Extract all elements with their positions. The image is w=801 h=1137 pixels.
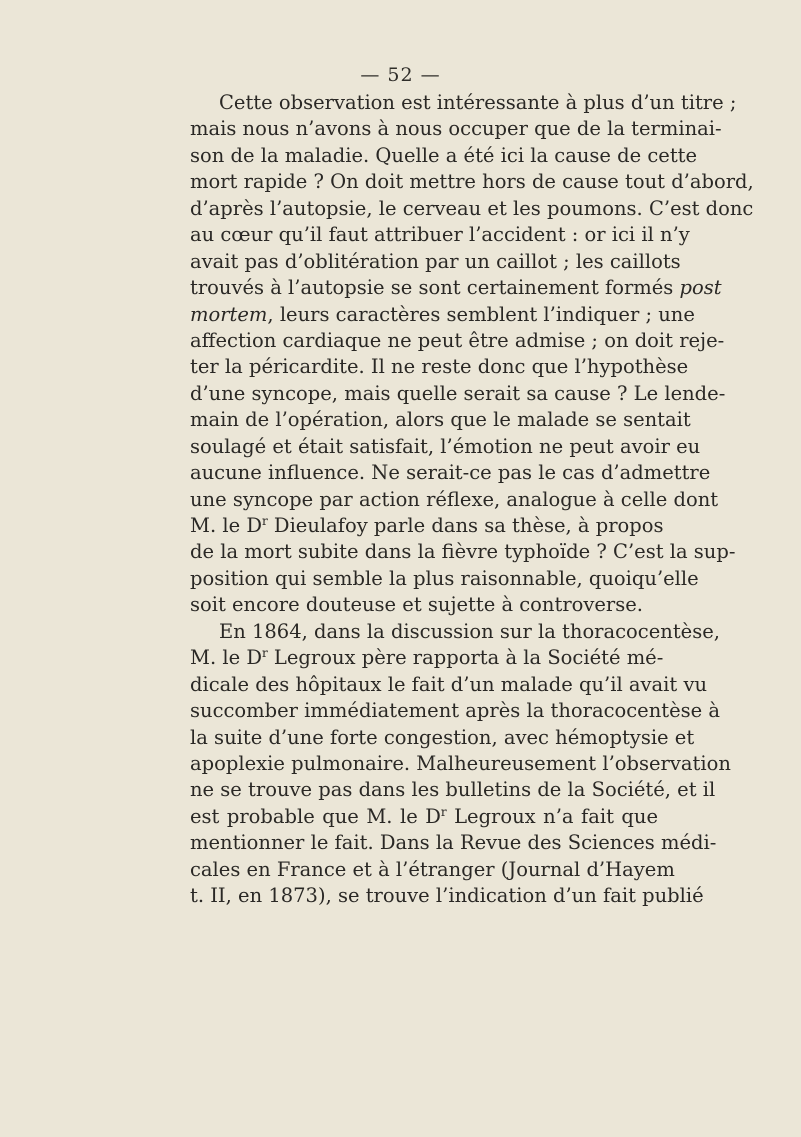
text-line: position qui semble la plus raisonnable, quoiqu’elle [190,566,699,590]
text-line: ter la péricardite. Il ne reste donc que l’hypothèse [190,355,689,379]
text-run: Legroux père rapporta à la Société mé- [267,646,664,670]
italic-text: mortem [190,302,268,326]
text-line: cales en France et à l’étranger (Journal d’Hayem [190,857,675,881]
text-line [190,513,664,539]
text-line: la suite d’une forte congestion, avec hémoptysie et [190,725,695,749]
text-line: une syncope par action réflexe, analogue à celle dont [190,487,719,511]
superscript: r [261,514,268,528]
page-number: — 52 — [360,64,441,86]
text-line: soit encore douteuse et sujette à controverse. [190,593,644,617]
text-line: avait pas d’oblitération par un caillot ; les caillots [190,249,681,273]
text-run: Dieulafoy parle dans sa thèse, à propos [267,514,664,537]
text-line: dicale des hôpitaux le fait d’un malade qu’il avait vu [190,672,708,696]
text-run: M. le D [190,514,262,537]
text-line: mentionner le fait. Dans la Revue des Sciences médi- [190,831,717,855]
text-line: de la mort subite dans la fièvre typhoïde ? C’est la sup- [190,540,736,564]
text-line: affection cardiaque ne peut être admise ; on doit reje- [190,328,725,352]
text-line: son de la maladie. Quelle a été ici la cause de cette [190,143,698,167]
text-line: ne se trouve pas dans les bulletins de la Société, et il [190,778,716,802]
text-line [190,804,658,830]
text-line [190,645,664,671]
body-text [190,90,754,910]
text-line: main de l’opération, alors que le malade se sentait [190,408,691,432]
superscript: r [261,646,268,661]
text-run: Legroux n’a fait que [446,804,658,828]
text-line: Cette observation est intéressante à plus d’un titre ; [219,91,737,114]
text-line: soulagé et était satisfait, l’émotion ne peut avoir eu [190,434,701,458]
text-line: d’une syncope, mais quelle serait sa cause ? Le lende- [190,381,726,405]
text-line: apoplexie pulmonaire. Malheureusement l’observation [190,751,731,775]
text-line: d’après l’autopsie, le cerveau et les poumons. C’est donc [190,196,754,220]
text-line [190,275,722,301]
text-line: t. II, en 1873), se trouve l’indication d’un fait publié [190,884,704,908]
text-line: aucune influence. Ne serait-ce pas le cas d’admettre [190,461,711,485]
italic-text: post [679,276,722,300]
text-run: trouvés à l’autopsie se sont certainement formés [190,276,680,300]
text-line: mort rapide ? On doit mettre hors de cause tout d’abord, [190,170,754,194]
text-run: , leurs caractères semblent l’indiquer ; une [267,302,695,326]
text-line: au cœur qu’il faut attribuer l’accident : or ici il n’y [190,223,690,247]
text-line: succomber immédiatement après la thoracocentèse à [190,699,721,723]
text-line [190,302,695,328]
text-line: mais nous n’avons à nous occuper que de la terminai- [190,117,722,141]
text-run: est probable que M. le D [190,804,441,828]
text-run: M. le D [190,646,262,670]
text-line: En 1864, dans la discussion sur la thoracocentèse, [219,619,720,643]
superscript: r [440,804,447,819]
